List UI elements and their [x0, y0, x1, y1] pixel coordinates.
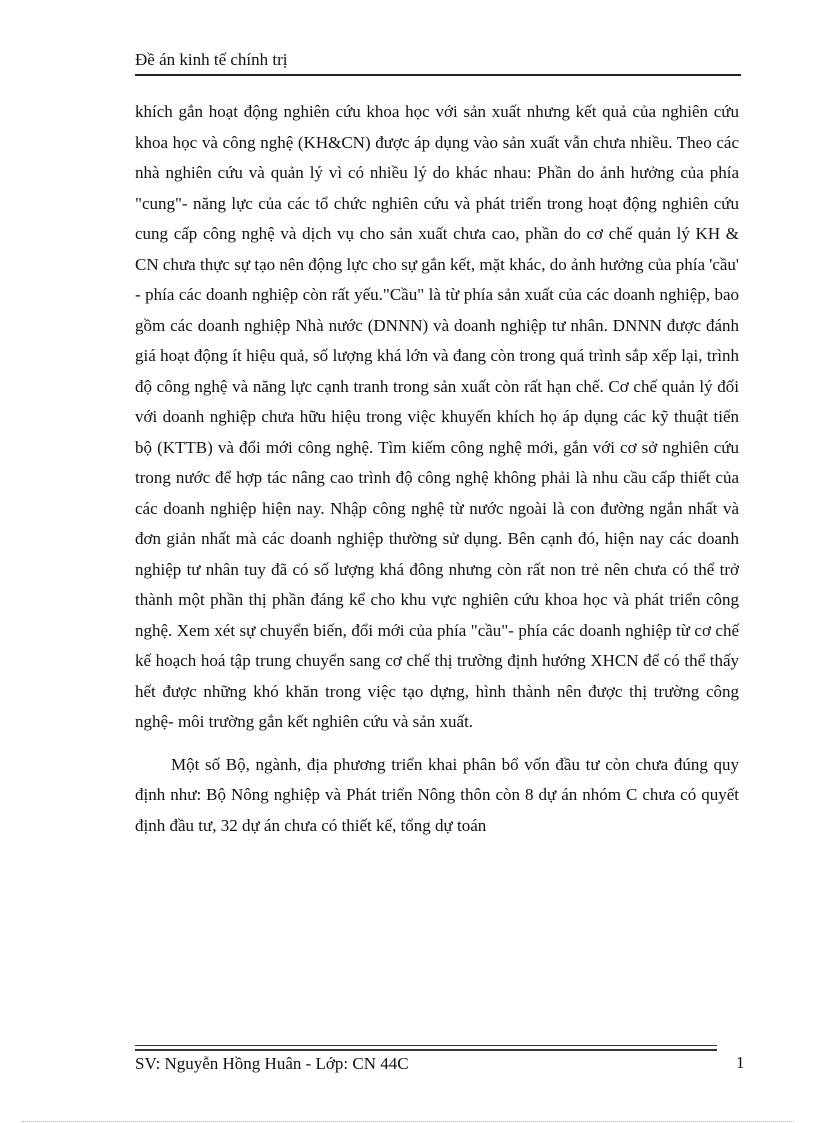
page-header: [135, 48, 741, 76]
document-body: [135, 97, 739, 841]
footer-student-info: SV: Nguyễn Hồng Huân - Lớp: CN 44C: [135, 1054, 409, 1073]
page-bottom-edge: [22, 1121, 794, 1122]
header-title: Đề án kinh tế chính trị: [135, 50, 288, 69]
body-paragraph: khích gắn hoạt động nghiên cứu khoa học với sản xuất nhưng kết quả của nghiên cứu khoa học và công nghệ (KH&CN) được áp dụng vào sản xuất vẫn chưa nhiều. Theo các nhà nghiên cứu và quản lý vì có nhiều lý do khác nhau: Phần do ảnh hưởng của phía "cung"- năng lực của các tổ chức nghiên cứu và phát triển trong hoạt động nghiên cứu cung cấp công nghệ và dịch vụ cho sản xuất chưa cao, phần do cơ chế quản lý KH & CN chưa thực sự tạo nên động lực cho sự gắn kết, mặt khác, do ảnh hưởng của phía 'cầu' - phía các doanh nghiệp còn rất yếu."Cầu" là từ phía sản xuất của các doanh nghiệp, bao gồm các doanh nghiệp Nhà nước (DNNN) và doanh nghiệp tư nhân. DNNN được đánh giá hoạt động ít hiệu quả, số lượng khá lớn và đang còn trong quá trình sắp xếp lại, trình độ công nghệ và năng lực cạnh tranh trong sản xuất còn rất hạn chế. Cơ chế quản lý đối với doanh nghiệp chưa hữu hiệu trong việc khuyến khích họ áp dụng các kỹ thuật tiến bộ (KTTB) và đổi mới công nghệ. Tìm kiếm công nghệ mới, gắn với cơ sở nghiên cứu trong nước để hợp tác nâng cao trình độ công nghệ không phải là nhu cầu cấp thiết của các doanh nghiệp hiện nay. Nhập công nghệ từ nước ngoài là con đường ngắn nhất và đơn giản nhất mà các doanh nghiệp thường sử dụng. Bên cạnh đó, hiện nay các doanh nghiệp tư nhân tuy đã có số lượng khá đông nhưng còn rất non trẻ nên chưa có thể trở thành một phần thị phần đáng kể cho khu vực nghiên cứu khoa học và phát triển công nghệ. Xem xét sự chuyển biến, đổi mới của phía "cầu"- phía các doanh nghiệp từ cơ chế kế hoạch hoá tập trung chuyển sang cơ chế thị trường định hướng XHCN để có thể thấy hết được những khó khăn trong việc tạo dựng, hình thành nên được thị trường công nghệ- môi trường gắn kết nghiên cứu và sản xuất.: [135, 102, 739, 731]
footer-divider: [135, 1049, 717, 1051]
footer-divider: [135, 1045, 717, 1046]
page-number: 1: [736, 1053, 745, 1072]
body-paragraph: Một số Bộ, ngành, địa phương triển khai phân bổ vốn đầu tư còn chưa đúng quy định như: Bộ Nông nghiệp và Phát triển Nông thôn còn 8 dự án nhóm C chưa có quyết định đầu tư, 32 dự án chưa có thiết kế, tổng dự toán: [135, 754, 739, 835]
